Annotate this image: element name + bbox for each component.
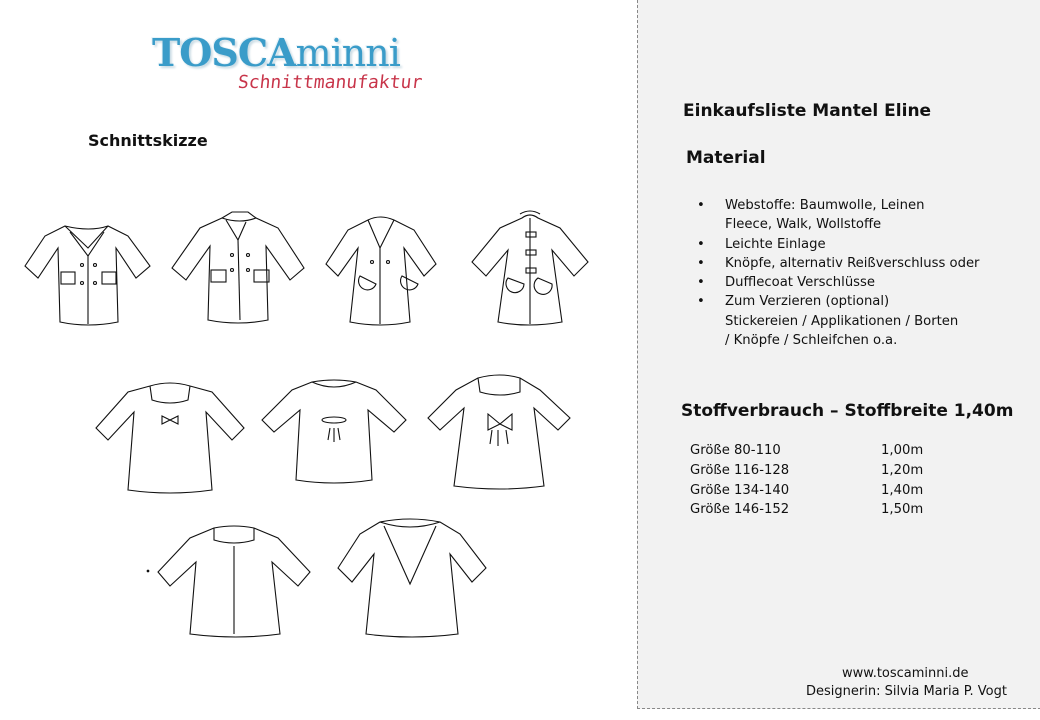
size-label: Größe 80-110 bbox=[690, 443, 781, 458]
material-heading: Material bbox=[686, 148, 766, 168]
list-item-line: Webstoffe: Baumwolle, Leinen bbox=[725, 198, 925, 213]
list-item-line: Dufflecoat Verschlüsse bbox=[725, 275, 876, 291]
size-label: Größe 134-140 bbox=[690, 482, 790, 498]
logo-text-thin: minni bbox=[295, 31, 400, 75]
sketch-area bbox=[0, 190, 637, 650]
bullet: • bbox=[697, 255, 705, 271]
coat-hood-bow-front bbox=[96, 383, 244, 493]
logo-subtitle: Schnittmanufaktur bbox=[236, 72, 424, 93]
list-item-line: Fleece, Walk, Wollstoffe bbox=[725, 217, 882, 233]
list-item-line: Zum Verzieren (optional) bbox=[725, 294, 890, 310]
list-item bbox=[697, 292, 979, 350]
list-item bbox=[697, 196, 979, 235]
size-label: Größe 146-152 bbox=[690, 502, 790, 518]
fabric-amount: 1,20m bbox=[881, 462, 924, 478]
fabric-amount: 1,50m bbox=[881, 502, 924, 518]
fabric-table bbox=[690, 441, 950, 520]
coat-stand-collar-front bbox=[158, 526, 310, 637]
coat-hood-front bbox=[326, 217, 436, 325]
bullet: • bbox=[697, 275, 705, 291]
fabric-heading: Stoffverbrauch – Stoffbreite 1,40m bbox=[681, 401, 1014, 421]
list-item bbox=[697, 235, 979, 254]
sketch-heading: Schnittskizze bbox=[88, 131, 208, 150]
coat-duffle-front bbox=[472, 211, 588, 325]
bullet: • bbox=[697, 236, 705, 252]
shopping-list-title: Einkaufsliste Mantel Eline bbox=[683, 101, 932, 121]
table-row bbox=[690, 500, 950, 520]
coat-back-tab bbox=[262, 380, 406, 483]
coat-lapel-collar-front bbox=[172, 212, 304, 323]
coat-hood-back-bow bbox=[428, 375, 570, 489]
logo-text-bold: TOSCA bbox=[152, 30, 296, 75]
fabric-amount: 1,40m bbox=[881, 482, 924, 498]
list-item-line: / Knöpfe / Schleifchen o.a. bbox=[725, 333, 898, 349]
material-list bbox=[697, 196, 979, 350]
fabric-amount: 1,00m bbox=[881, 443, 924, 458]
website-link[interactable]: www.toscaminni.de bbox=[842, 666, 969, 681]
coat-v-back bbox=[338, 519, 486, 637]
size-label: Größe 116-128 bbox=[690, 462, 790, 478]
table-row bbox=[690, 481, 950, 501]
list-item bbox=[697, 254, 979, 273]
bullet: • bbox=[697, 198, 705, 213]
designer-credit: Designerin: Silvia Maria P. Vogt bbox=[806, 684, 1007, 699]
list-item-line: Leichte Einlage bbox=[725, 236, 826, 252]
table-row bbox=[690, 461, 950, 481]
table-row bbox=[690, 441, 950, 461]
logo bbox=[152, 30, 400, 75]
list-item-line: Knöpfe, alternativ Reißverschluss oder bbox=[725, 255, 980, 271]
list-item bbox=[697, 273, 979, 292]
list-item-line: Stickereien / Applikationen / Borten bbox=[725, 313, 959, 329]
coat-sailor-collar-front bbox=[25, 226, 150, 325]
bullet: • bbox=[697, 294, 705, 310]
